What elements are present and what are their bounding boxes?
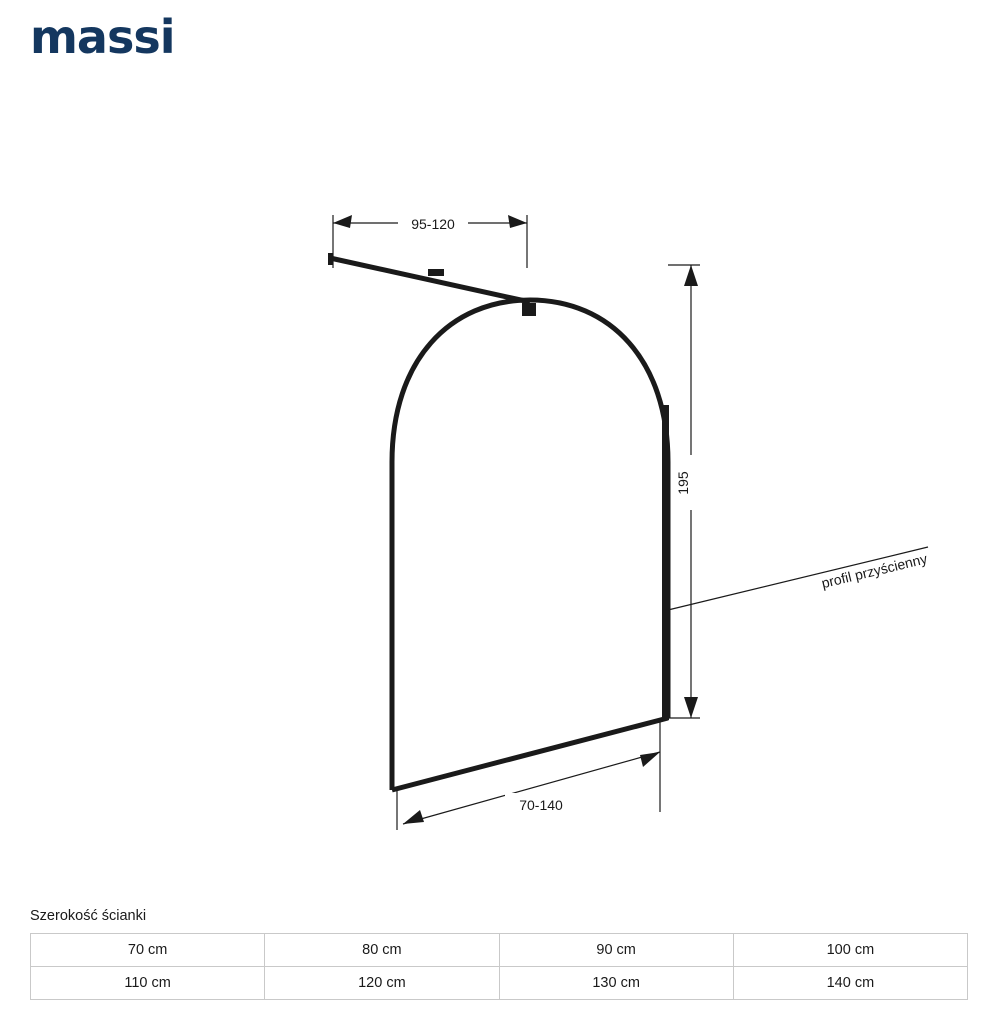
table-row: [31, 967, 968, 1000]
wall-profile-callout-label: profil przyścienny: [819, 550, 929, 592]
stabilizer-wall-mount: [328, 253, 333, 265]
table-cell: 100 cm: [733, 934, 967, 967]
height-dim-arrow-bottom: [684, 697, 698, 718]
stabilizer-clamp: [428, 269, 444, 276]
width-table-caption: Szerokość ścianki: [30, 908, 147, 924]
wall-profile-leader-line: [668, 547, 928, 610]
top-dim-label: 95-120: [411, 216, 455, 232]
table-cell: 120 cm: [265, 967, 499, 1000]
bottom-dim-arrow-right: [640, 752, 660, 767]
width-table: [30, 933, 968, 1000]
stabilizer-bar: [330, 258, 530, 302]
bottom-dim-label: 70-140: [519, 797, 563, 813]
stabilizer-glass-holder: [522, 303, 536, 316]
brand-logo: massi: [30, 10, 175, 64]
glass-panel-outline: [392, 300, 668, 790]
table-row: [31, 934, 968, 967]
table-cell: 70 cm: [31, 934, 265, 967]
table-cell: 80 cm: [265, 934, 499, 967]
width-table-section: [30, 908, 968, 1000]
table-cell: 110 cm: [31, 967, 265, 1000]
top-dim-arrow-right: [508, 215, 527, 228]
wall-profile-bar: [662, 405, 669, 720]
height-dim-arrow-top: [684, 265, 698, 286]
table-cell: 130 cm: [499, 967, 733, 1000]
height-dim-label: 195: [675, 471, 691, 495]
glass-panel-bottom-edge: [392, 718, 668, 790]
table-cell: 90 cm: [499, 934, 733, 967]
table-cell: 140 cm: [733, 967, 967, 1000]
top-dim-arrow-left: [333, 215, 352, 228]
bottom-dim-arrow-left: [403, 810, 424, 824]
